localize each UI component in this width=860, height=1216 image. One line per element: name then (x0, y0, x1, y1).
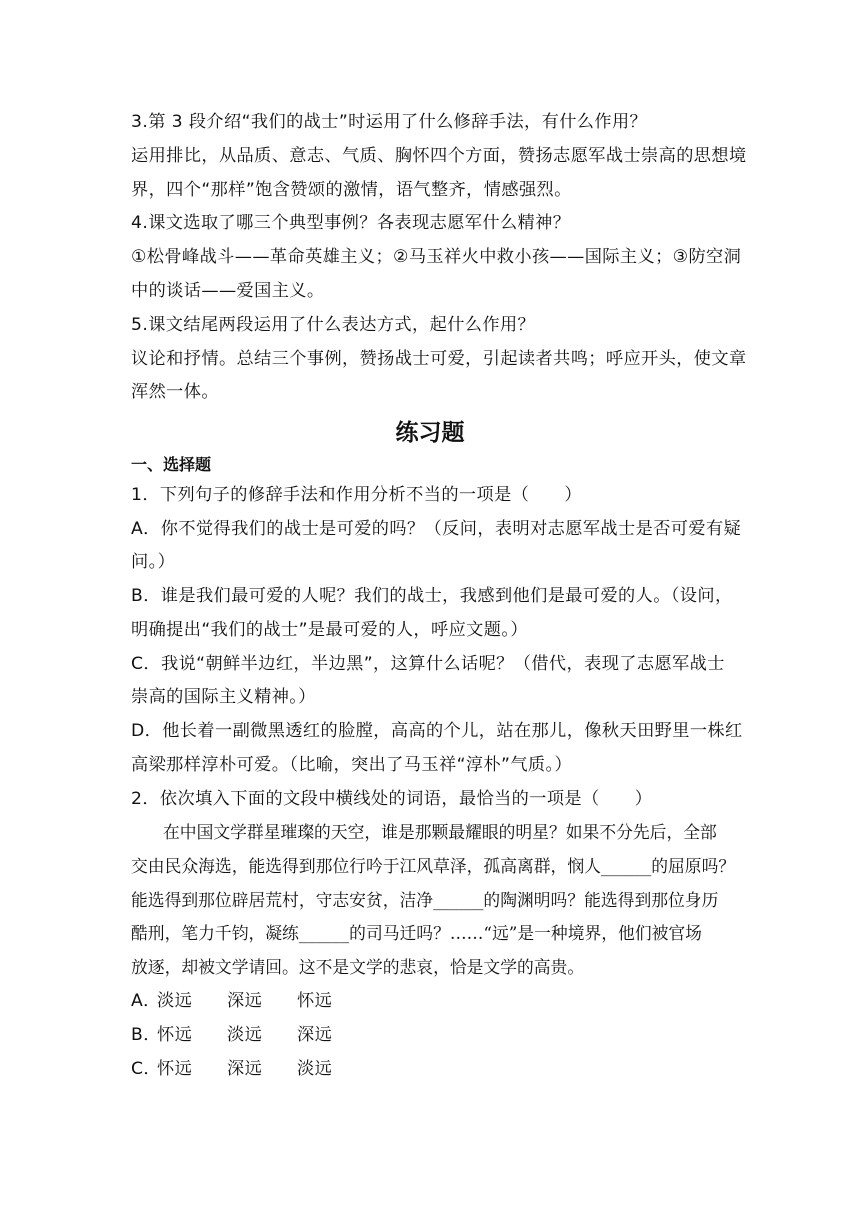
item-2-option-b (131, 1023, 367, 1047)
option-letter: C． (131, 1059, 161, 1079)
option-word-1: 怀远 (157, 1025, 193, 1045)
passage-line-3: 能选得到那位辟居荒村，守志安贫，洁净______的陶渊明吗？能选得到那位身历 (131, 890, 719, 910)
option-word-1: 怀远 (157, 1059, 193, 1079)
option-word-2: 淡远 (227, 1025, 263, 1045)
answer-4-line-1: ①松骨峰战斗——革命英雄主义；②马玉祥火中救小孩——国际主义；③防空洞 (131, 247, 742, 267)
item-2-option-c (131, 1057, 367, 1081)
question-3: 3.第 3 段介绍“我们的战士”时运用了什么修辞手法，有什么作用？ (131, 112, 648, 132)
answer-4-line-2: 中的谈话——爱国主义。 (131, 281, 325, 301)
answer-3-line-2: 界，四个“那样”饱含赞颂的激情，语气整齐，情感强烈。 (131, 180, 572, 200)
item-1-option-a-line-1: A．你不觉得我们的战士是可爱的吗？（反问，表明对志愿军战士是否可爱有疑 (131, 519, 742, 539)
answer-5-line-2: 浑然一体。 (131, 382, 219, 402)
question-5: 5.课文结尾两段运用了什么表达方式，起什么作用？ (131, 315, 536, 335)
option-letter: A． (131, 991, 161, 1011)
item-1-option-c-line-1: C．我说“朝鲜半边红，半边黑”，这算什么话呢？（借代，表现了志愿军战士 (131, 654, 725, 674)
answer-5-line-1: 议论和抒情。总结三个事例，赞扬战士可爱，引起读者共鸣；呼应开头，使文章 (131, 349, 747, 369)
item-1-option-d-line-1: D．他长着一副微黑透红的脸膛，高高的个儿，站在那儿，像秋天田野里一株红 (131, 721, 743, 741)
passage-line-4: 酷刑，笔力千钧，凝练______的司马迁吗？……“远”是一种境界，他们被官场 (131, 923, 702, 943)
passage-line-5: 放逐，却被文学请回。这不是文学的悲哀，恰是文学的高贵。 (131, 957, 585, 977)
item-2-option-a (131, 989, 367, 1013)
answer-3-line-1: 运用排比，从品质、意志、气质、胸怀四个方面，赞扬志愿军战士崇高的思想境 (131, 146, 747, 166)
exercise-title: 练习题 (395, 420, 465, 446)
item-2-stem: 2．依次填入下面的文段中横线处的词语，最恰当的一项是（ ） (131, 789, 653, 809)
passage-line-1: 在中国文学群星璀璨的天空，谁是那颗最耀眼的明星？如果不分先后，全部 (163, 822, 717, 842)
passage-line-2: 交由民众海选，能选得到那位行吟于江风草泽，孤高离群，悯人______的屈原吗？ (131, 856, 736, 876)
item-1-option-c-line-2: 崇高的国际主义精神。） (131, 687, 316, 707)
option-word-1: 淡远 (157, 991, 193, 1011)
item-1-option-a-line-2: 问。） (131, 552, 176, 572)
item-1-option-b-line-1: B．谁是我们最可爱的人呢？我们的战士，我感到他们是最可爱的人。（设问， (131, 586, 733, 606)
option-word-3: 深远 (297, 1025, 333, 1045)
item-1-option-d-line-2: 高梁那样淳朴可爱。（比喻，突出了马玉祥“淳朴”气质。） (131, 755, 573, 775)
option-word-2: 深远 (227, 1059, 263, 1079)
option-word-2: 深远 (227, 991, 263, 1011)
question-4: 4.课文选取了哪三个典型事例？各表现志愿军什么精神？ (131, 213, 571, 233)
option-word-3: 怀远 (297, 991, 333, 1011)
item-1-stem: 1．下列句子的修辞手法和作用分析不当的一项是（ ） (131, 485, 583, 505)
section-heading-choice: 一、选择题 (131, 455, 212, 474)
option-word-3: 淡远 (297, 1059, 333, 1079)
option-letter: B． (131, 1025, 161, 1045)
item-1-option-b-line-2: 明确提出“我们的战士”是最可爱的人，呼应文题。） (131, 620, 528, 640)
